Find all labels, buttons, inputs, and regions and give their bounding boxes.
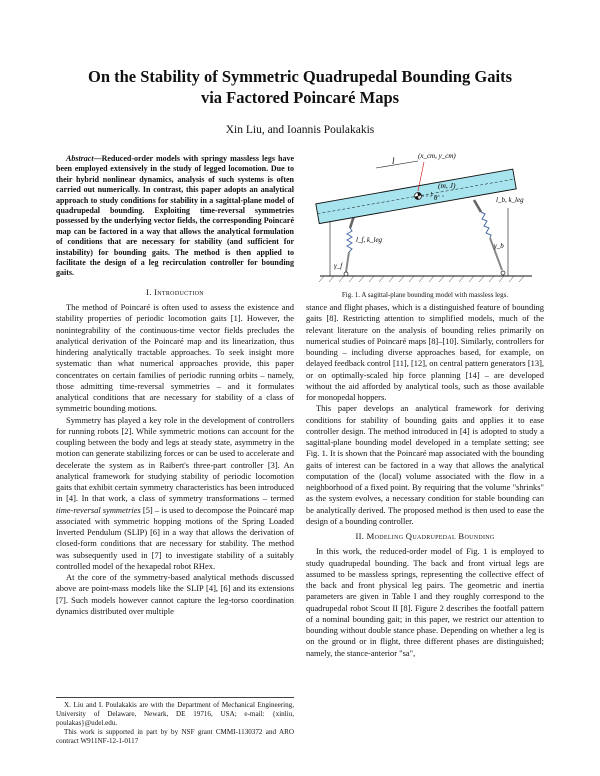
footnote-funding: This work is supported in part by by NSF grant CMMI-1130372 and ARO contract W911NF-12-1-0117 [56, 727, 294, 745]
modeling-paragraph-1: In this work, the reduced-order model of Fig. 1 is employed to study quadrupedal bounding. The back and front virtual legs are assumed to be massless springs, representing the collective effect of the back and front physical leg pairs. The geometric and inertia parameters are given in Table I and they roughly correspond to the quadrupedal robot Scout II [8]. Figure 2 describes the footfall pattern of a nominal bounding gait; in this paper, we restrict our attention to bounding without double stance phase. Depending on whether a leg is on the ground or in flight, three different phases are distinguished; namely, the stance-anterior "sa", [306, 546, 544, 658]
intro-p2-part-a: Symmetry has played a key role in the development of controllers for running robots [2]. While symmetric motions can account for the coupling between the body and legs at steady state, asymmetry in the motion can generate stabilizing forces or can be used to accelerate and decelerate the system as in Raibert's three-part controller [3]. An analytical framework for studying stability of periodic locomotion gaits that exhibit certain symmetry characteristics has been introduced in [4]. In that work, a class of symmetry transformations – termed [56, 414, 294, 504]
right-column [306, 302, 544, 659]
label-length: l [392, 156, 395, 166]
leg-back [474, 200, 505, 275]
torso-group [316, 169, 516, 223]
label-com: (x_cm, y_cm) [418, 152, 456, 160]
abstract [56, 154, 294, 279]
label-back-leg: l_b, k_leg [496, 196, 524, 204]
paper-title [40, 66, 560, 108]
abstract-label: Abstract [66, 154, 94, 163]
intro-paragraph-3: At the core of the symmetry-based analytical methods discussed above are point-mass models like the SLIP [4], [6] and its extensions [7]. Such models however cannot capture the leg-torso coordination dynamics distributed over multiple [56, 572, 294, 616]
right-paragraph-2: This paper develops an analytical framework for deriving conditions for stability of bounding gaits and applies it to ease controller design. The method introduced in [4] is adopted to study a sagittal-plane bounding model developed in a template setting; see Fig. 1. It is shown that the Poincaré map associated with the bounding gaits of interest can be factored in a way that allows the analytical computation of the (local) volume associated with the flow in a neighborhood of a fixed point. By requiring that the volume "shrinks" as the system evolves, a necessary condition for stable bounding can be analytically derived. The proposed method is then used to ease the design of a bounding controller. [306, 403, 544, 526]
length-dimension [376, 161, 418, 168]
spacer [394, 166, 404, 168]
left-column [56, 154, 294, 617]
figure-caption: Fig. 1. A sagittal-plane bounding model with massless legs. [341, 291, 509, 299]
label-front-leg: l_f, k_leg [356, 236, 383, 244]
figure-bounding-model [306, 150, 544, 286]
right-paragraph-1: stance and flight phases, which is a distinguished feature of bounding gaits [8]. Restricting attention to simplified models, much of the relevant literature on the analysis of bounding relies primarily on numerical studies of Poincaré maps [8]–[10]. Similarly, controllers for bounding – including diverse approaches based, for example, on delayed feedback control [11], [12], on central pattern generators [13], or on optimally-scaled hip force planning [14] – are developed without the aid afforded by analytical tools, such as those available for monopedal hoppers. [306, 302, 544, 402]
footnotes [56, 697, 294, 746]
abstract-text: —Reduced-order models with springy massless legs have been employed extensively in the study of legged locomotion. Due to their hybrid nonlinear dynamics, analysis of such systems is often carried out numerically. In contrast, this paper adopts an analytical approach to study conditions for stability in a sagittal-plane model of quadrupedal bounding. Exploiting time-reversal symmetries possessed by the underlying vector fields, the corresponding Poincaré map can be factored in a way that allows the analytical formulation of conditions that are necessary for stability (and sufficient for instability) for bounding gaits. The method is then applied to facilitate the design of a leg recirculation controller for bounding gaits. [56, 154, 294, 278]
intro-p2-part-b: [5] – is used to decompose the Poincaré map associated with symmetric hopping motions of the Spring Loaded Inverted Pendulum (SLIP) [6] in a way that allows the derivation of closed-form conditions that are necessary for stability. The method was subsequently used in [7] to investigate stability of a suitably controlled model of the hexapedal robot RHex. [56, 504, 294, 571]
label-mass-inertia: (m, J) [438, 181, 456, 190]
label-gamma-front: γ_f [334, 262, 343, 270]
intro-p2-emphasis: time-reversal symmetries [56, 504, 141, 515]
ground-hatching [319, 276, 524, 282]
label-theta: θ [434, 194, 438, 202]
authors: Xin Liu, and Ioannis Poulakakis [225, 124, 375, 136]
section-heading-introduction: I. Introduction [146, 286, 204, 297]
section-heading-modeling: II. Modeling Quadrupedal Bounding [355, 531, 495, 541]
label-gamma-back: γ_b [494, 242, 504, 250]
title-line-2: via Factored Poincaré Maps [200, 88, 400, 107]
intro-paragraph-2 [56, 415, 294, 573]
title-line-1: On the Stability of Symmetric Quadrupedal Bounding Gaits [87, 67, 512, 86]
intro-paragraph-1: The method of Poincaré is often used to assess the existence and stability properties of periodic locomotion gaits [1]. However, the nonintegrability of the continuous-time vector fields precludes the analytical derivation of the Poincaré map and its linearization, thus hindering analytically tractable approaches. To seek insight more systematic than what numerical approaches provide, this paper concentrates on certain families of periodic running orbits – namely, those admitting time-reversal symmetries – and it formulates analytical conditions that are necessary for stability of a class of symmetric bounding motions. [56, 302, 294, 414]
footnote-affiliation: X. Liu and I. Poulakakis are with the Department of Mechanical Engineering, University of Delaware, Newark, DE 19716, USA; e-mail: {xinliu, poulakas}@udel.edu. [56, 701, 294, 727]
leg-front [344, 216, 354, 276]
